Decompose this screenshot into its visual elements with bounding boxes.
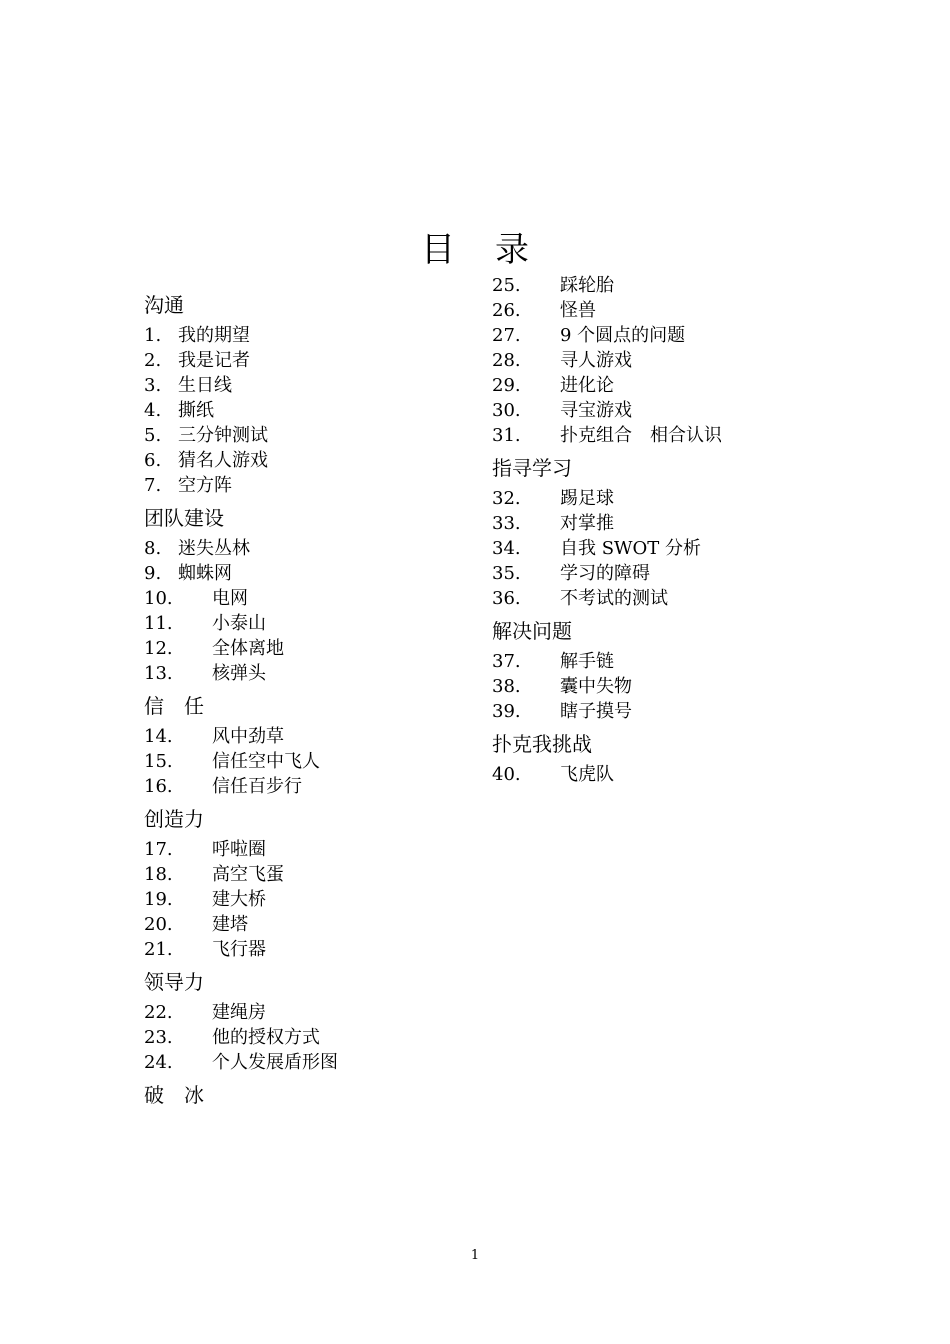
page-title: 目录	[421, 230, 569, 270]
toc-entry-label: 迷失丛林	[178, 538, 250, 559]
toc-entry-label: 飞虎队	[560, 764, 614, 785]
toc-entry[interactable]	[144, 1000, 504, 1025]
toc-entry-label: 学习的障碍	[560, 563, 650, 584]
toc-entry[interactable]	[144, 749, 504, 774]
toc-left-column	[144, 285, 504, 1113]
toc-entry-label: 踢足球	[560, 488, 614, 509]
toc-entry-label: 高空飞蛋	[212, 864, 284, 885]
toc-entry-label: 风中劲草	[212, 726, 284, 747]
toc-entry-label: 呼啦圈	[212, 839, 266, 860]
toc-entry-number: 12.	[144, 638, 173, 659]
toc-entry-label: 全体离地	[212, 638, 284, 659]
toc-entry[interactable]	[144, 373, 504, 398]
toc-entry-label: 小泰山	[212, 613, 266, 634]
toc-entry-number: 3.	[144, 375, 162, 396]
toc-entry-number: 25.	[492, 275, 521, 296]
toc-entry-number: 31.	[492, 425, 521, 446]
toc-entry-number: 24.	[144, 1052, 173, 1073]
toc-entry[interactable]	[144, 724, 504, 749]
toc-entry[interactable]	[144, 912, 504, 937]
section-heading: 领导力	[144, 970, 204, 994]
toc-entry[interactable]	[492, 348, 852, 373]
toc-entry[interactable]	[492, 373, 852, 398]
toc-entry-number: 15.	[144, 751, 173, 772]
toc-entry-number: 19.	[144, 889, 173, 910]
toc-entry-label: 信任百步行	[212, 776, 302, 797]
toc-entry[interactable]	[492, 323, 852, 348]
toc-entry-label: 撕纸	[178, 400, 214, 421]
toc-entry-label: 猜名人游戏	[178, 450, 268, 471]
toc-entry[interactable]	[492, 762, 852, 787]
toc-entry-label: 建绳房	[212, 1002, 266, 1023]
toc-entry-label: 三分钟测试	[178, 425, 268, 446]
toc-entry-number: 6.	[144, 450, 162, 471]
toc-entry-label: 飞行器	[212, 939, 266, 960]
page-number: 1	[470, 1248, 480, 1263]
toc-entry-number: 5.	[144, 425, 162, 446]
toc-entry[interactable]	[492, 486, 852, 511]
toc-entry[interactable]	[144, 448, 504, 473]
toc-right-column	[492, 273, 852, 787]
section-heading: 破冰	[144, 1083, 224, 1107]
toc-entry[interactable]	[144, 837, 504, 862]
toc-entry-label: 解手链	[560, 651, 614, 672]
toc-entry[interactable]	[144, 862, 504, 887]
toc-entry-label: 9 个圆点的问题	[560, 325, 686, 346]
toc-entry-number: 29.	[492, 375, 521, 396]
toc-entry[interactable]	[144, 536, 504, 561]
section-heading: 沟通	[144, 293, 184, 317]
toc-entry[interactable]	[144, 423, 504, 448]
toc-entry[interactable]	[492, 561, 852, 586]
toc-entry[interactable]	[144, 586, 504, 611]
toc-entry[interactable]	[492, 699, 852, 724]
toc-entry-label: 信任空中飞人	[212, 751, 320, 772]
toc-entry-number: 10.	[144, 588, 173, 609]
toc-entry-number: 26.	[492, 300, 521, 321]
toc-entry-number: 18.	[144, 864, 173, 885]
toc-entry-label: 建塔	[212, 914, 248, 935]
toc-entry-number: 38.	[492, 676, 521, 697]
toc-entry-number: 35.	[492, 563, 521, 584]
toc-entry[interactable]	[144, 348, 504, 373]
toc-entry-number: 39.	[492, 701, 521, 722]
toc-entry[interactable]	[144, 323, 504, 348]
toc-entry-label: 怪兽	[560, 300, 596, 321]
toc-entry-number: 17.	[144, 839, 173, 860]
toc-entry-label: 寻人游戏	[560, 350, 632, 371]
toc-entry-label: 我是记者	[178, 350, 250, 371]
toc-entry[interactable]	[144, 636, 504, 661]
toc-entry-label: 他的授权方式	[212, 1027, 320, 1048]
toc-entry-number: 9.	[144, 563, 162, 584]
toc-entry-label: 瞎子摸号	[560, 701, 632, 722]
toc-entry[interactable]	[492, 398, 852, 423]
toc-entry[interactable]	[492, 511, 852, 536]
toc-entry-number: 36.	[492, 588, 521, 609]
toc-entry[interactable]	[492, 674, 852, 699]
toc-entry-number: 4.	[144, 400, 162, 421]
toc-entry-label: 我的期望	[178, 325, 250, 346]
toc-entry-label: 核弹头	[212, 663, 266, 684]
toc-entry-label: 寻宝游戏	[560, 400, 632, 421]
toc-entry-label: 进化论	[560, 375, 614, 396]
toc-entry[interactable]	[492, 586, 852, 611]
toc-entry-label: 空方阵	[178, 475, 232, 496]
toc-entry-number: 30.	[492, 400, 521, 421]
section-heading: 信任	[144, 694, 224, 718]
toc-entry[interactable]	[144, 473, 504, 498]
toc-entry-label: 个人发展盾形图	[212, 1052, 338, 1073]
toc-entry-label: 电网	[212, 588, 248, 609]
toc-entry-number: 11.	[144, 613, 173, 634]
toc-entry-number: 1.	[144, 325, 162, 346]
toc-entry[interactable]	[492, 298, 852, 323]
toc-entry-label: 建大桥	[212, 889, 266, 910]
toc-entry-label: 不考试的测试	[560, 588, 668, 609]
toc-entry-label: 对掌推	[560, 513, 614, 534]
toc-entry[interactable]	[144, 1025, 504, 1050]
toc-entry-label: 生日线	[178, 375, 232, 396]
toc-entry-label: 蜘蛛网	[178, 563, 232, 584]
toc-entry-number: 16.	[144, 776, 173, 797]
toc-entry-number: 37.	[492, 651, 521, 672]
toc-entry-number: 13.	[144, 663, 173, 684]
toc-entry-number: 22.	[144, 1002, 173, 1023]
toc-entry[interactable]	[144, 398, 504, 423]
toc-entry-number: 28.	[492, 350, 521, 371]
toc-entry[interactable]	[144, 774, 504, 799]
toc-entry[interactable]	[492, 536, 852, 561]
toc-entry[interactable]	[144, 937, 504, 962]
toc-entry-number: 7.	[144, 475, 162, 496]
toc-entry[interactable]	[144, 611, 504, 636]
toc-entry[interactable]	[144, 1050, 504, 1075]
toc-entry[interactable]	[144, 561, 504, 586]
toc-entry-number: 27.	[492, 325, 521, 346]
toc-entry-number: 2.	[144, 350, 162, 371]
section-heading: 创造力	[144, 807, 204, 831]
toc-entry[interactable]	[492, 273, 852, 298]
toc-entry-number: 34.	[492, 538, 521, 559]
toc-entry-number: 40.	[492, 764, 521, 785]
toc-entry-number: 23.	[144, 1027, 173, 1048]
toc-entry-label: 踩轮胎	[560, 275, 614, 296]
toc-entry-number: 32.	[492, 488, 521, 509]
toc-entry-label: 囊中失物	[560, 676, 632, 697]
toc-entry-number: 20.	[144, 914, 173, 935]
section-heading: 指寻学习	[492, 456, 572, 480]
toc-entry[interactable]	[144, 661, 504, 686]
toc-entry[interactable]	[492, 649, 852, 674]
section-heading: 团队建设	[144, 506, 224, 530]
toc-entry-number: 33.	[492, 513, 521, 534]
section-heading: 扑克我挑战	[492, 732, 592, 756]
section-heading: 解决问题	[492, 619, 572, 643]
toc-entry-label: 自我 SWOT 分析	[560, 538, 702, 559]
toc-entry-number: 8.	[144, 538, 162, 559]
toc-entry-number: 21.	[144, 939, 173, 960]
toc-entry-number: 14.	[144, 726, 173, 747]
toc-entry-label: 扑克组合 相合认识	[560, 425, 722, 446]
toc-entry[interactable]	[492, 423, 852, 448]
toc-entry[interactable]	[144, 887, 504, 912]
